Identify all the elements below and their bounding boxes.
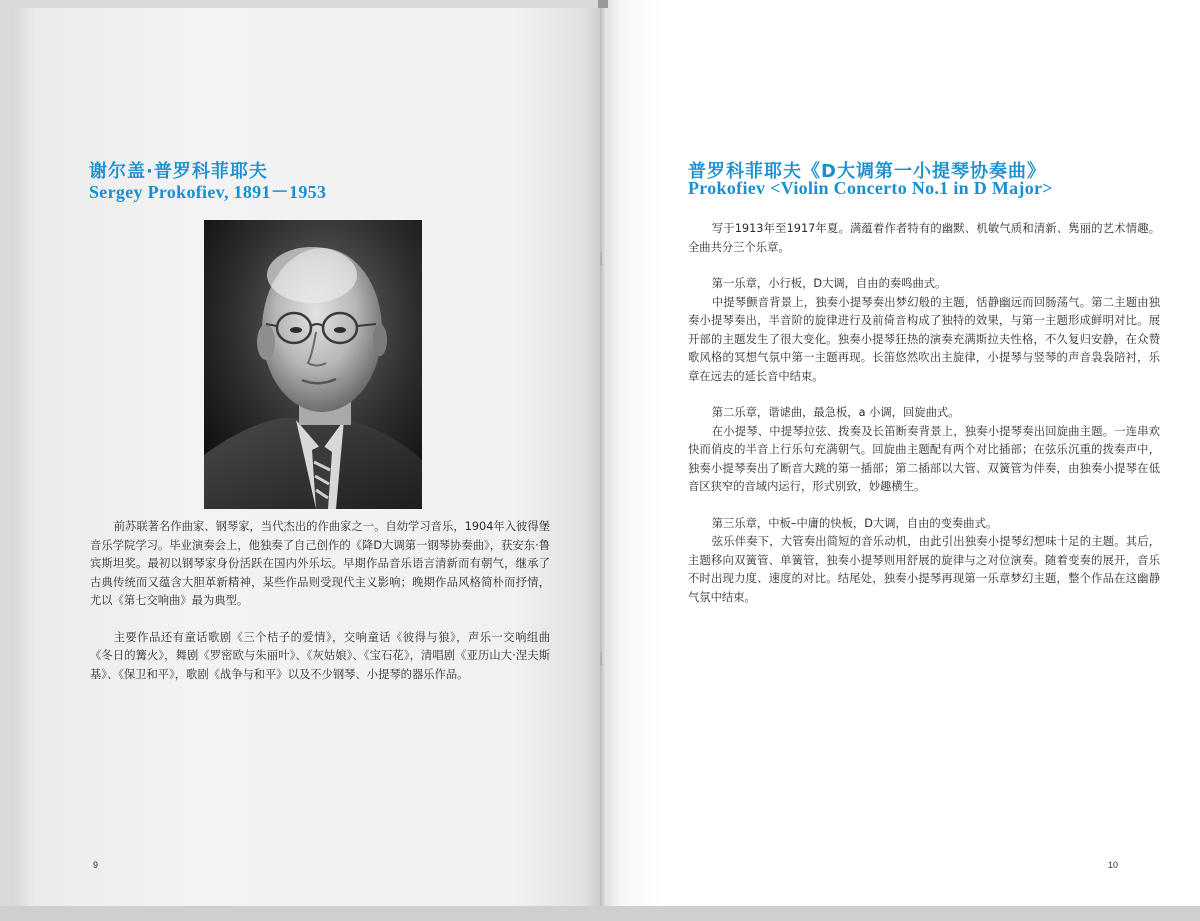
page-number-left: 9 [93, 860, 99, 870]
right-title-chinese: 普罗科菲耶夫《D大调第一小提琴协奏曲》 [688, 161, 1046, 182]
left-body-text [90, 518, 550, 684]
intro-paragraph: 写于1913年至1917年夏。满蕴着作者特有的幽默、机敏气质和清新、隽丽的艺术情趣。全曲共分三个乐章。 [688, 222, 1160, 254]
page-number-right: 10 [1108, 860, 1119, 870]
paragraph: 主要作品还有童话歌剧《三个桔子的爱情》，交响童话《彼得与狼》，声乐一交响组曲《冬日的篝火》，舞剧《罗密欧与朱丽叶》、《灰姑娘》、《宝石花》，清唱剧《亚历山大·涅夫斯基》、《保卫和平》，歌剧《战争与和平》以及不少钢琴、小提琴的器乐作品。 [90, 630, 550, 681]
movement-description: 在小提琴、中提琴拉弦、拨奏及长笛断奏背景上，独奏小提琴奏出回旋曲主题。一连串欢快而俏皮的半音上行乐句充满朝气。回旋曲主题配有两个对比插部；在弦乐沉重的拨奏声中，独奏小提琴奏出了断音大跳的第一插部；第二插部以大管、双簧管为伴奏，由独奏小提琴在低音区狭窄的音域内运行，形式别致，妙趣横生。 [688, 424, 1160, 493]
staple-mark [600, 652, 602, 666]
right-title-english: Prokofiev <Violin Concerto No.1 in D Major> [688, 178, 1053, 198]
movement-heading: 第三乐章，中板–中庸的快板，D大调，自由的变奏曲式。 [711, 516, 998, 530]
binding-gutter [600, 0, 606, 910]
scan-margin [0, 906, 1200, 921]
paragraph: 前苏联著名作曲家、钢琴家，当代杰出的作曲家之一。自幼学习音乐，1904年入彼得堡音乐学院学习。毕业演奏会上，他独奏了自己创作的《降D大调第一钢琴协奏曲》，获安东·鲁宾斯坦奖。最初以钢琴家身份活跃在国内外乐坛。早期作品音乐语言清新而有朝气，继承了古典传统而又蕴含大胆革新精神，某些作品则受现代主义影响；晚期作品风格简朴而抒情，尤以《第七交响曲》最为典型。 [90, 520, 550, 607]
movement-description: 弦乐伴奏下，大管奏出简短的音乐动机，由此引出独奏小提琴幻想味十足的主题。其后，主题移向双簧管、单簧管，独奏小提琴则用舒展的旋律与之对位演奏。随着变奏的展开，音乐不时出现力度、速度的对比。结尾处，独奏小提琴再现第一乐章梦幻主题，整个作品在这幽静气氛中结束。 [688, 535, 1160, 604]
left-title-chinese: 谢尔盖·普罗科菲耶夫 [89, 161, 268, 182]
staple-mark [600, 252, 602, 266]
composer-portrait [204, 220, 422, 509]
movement-description: 中提琴颤音背景上，独奏小提琴奏出梦幻般的主题，恬静幽远而回肠荡气。第二主题由独奏小提琴奏出，半音阶的旋律进行及前倚音构成了独特的效果，与第一主题形成鲜明对比。展开部的主题发生了很大变化。独奏小提琴狂热的演奏充满斯拉夫性格，不久复归安静，在众赞歌风格的冥想气氛中第一主题再现。长笛悠然吹出主旋律，小提琴与竖琴的声音袅袅陪衬，乐章在远去的延长音中结束。 [688, 295, 1160, 383]
crop-mark [598, 0, 608, 8]
portrait-image [204, 220, 422, 509]
left-title-english: Sergey Prokofiev, 1891－1953 [89, 182, 327, 202]
movement-heading: 第一乐章，小行板，D大调，自由的奏鸣曲式。 [711, 277, 947, 290]
movement-heading: 第二乐章，谐谑曲，最急板，a 小调，回旋曲式。 [711, 406, 960, 419]
right-body-text [688, 220, 1160, 607]
